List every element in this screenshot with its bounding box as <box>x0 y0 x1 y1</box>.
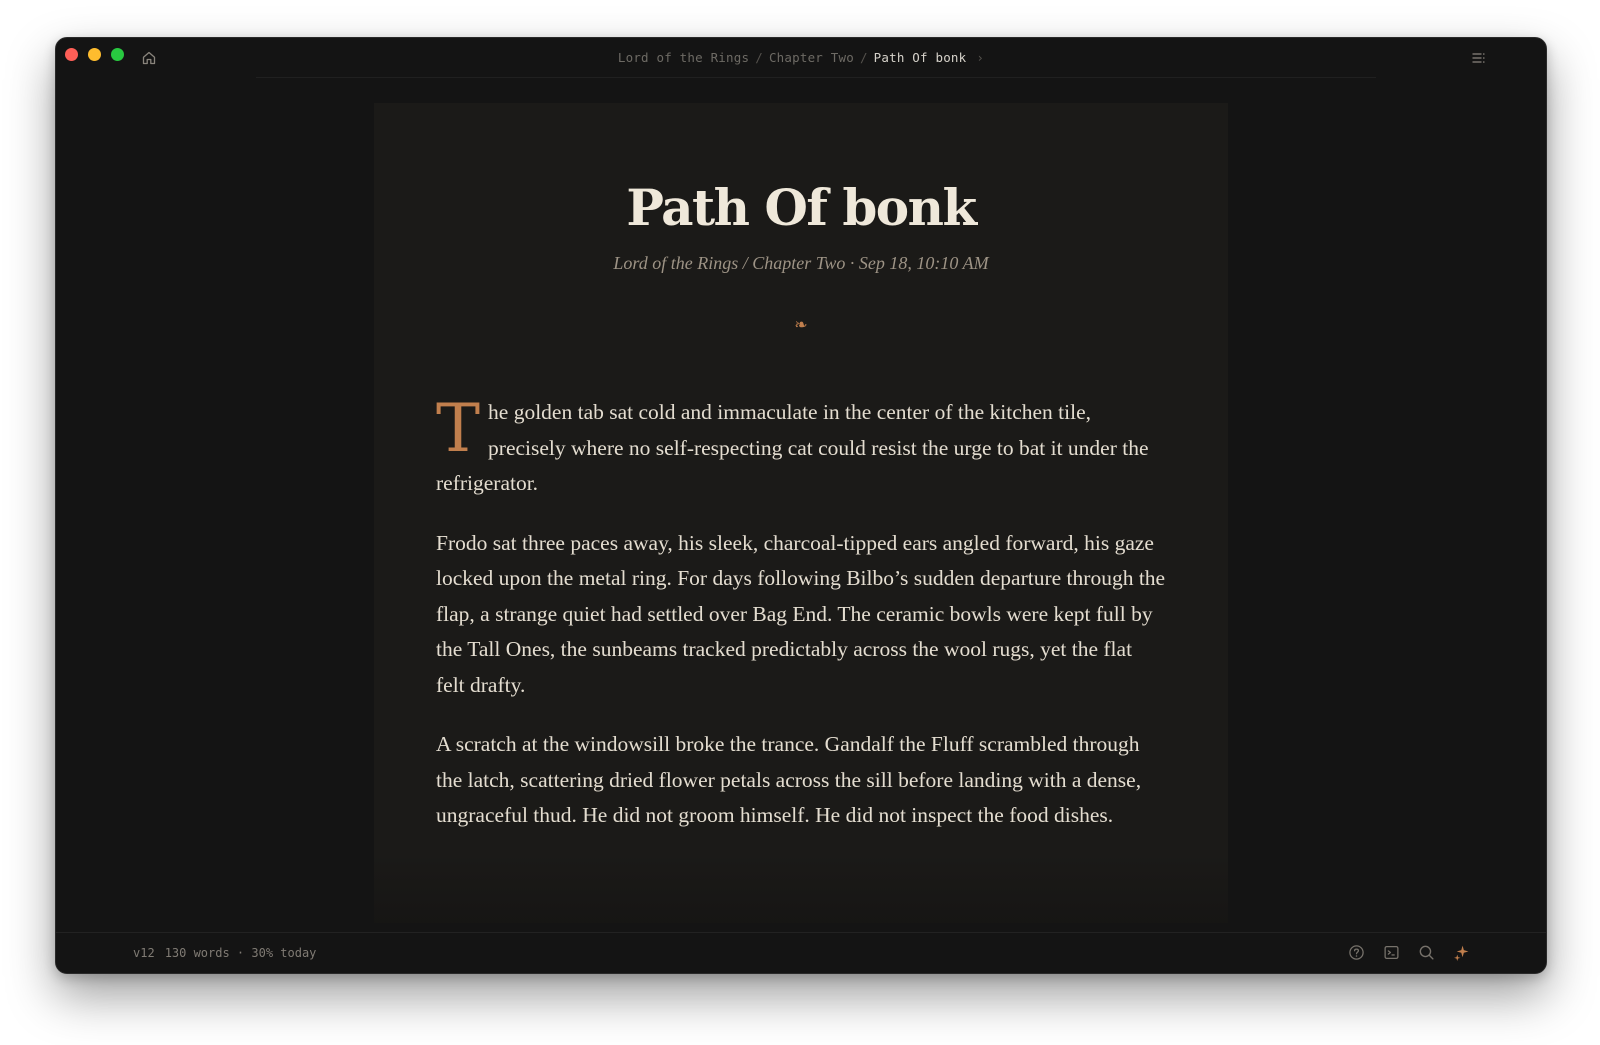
sparkle-icon[interactable] <box>1453 944 1470 961</box>
title-divider <box>256 77 1376 78</box>
breadcrumb-separator: / <box>755 50 763 65</box>
version-label[interactable]: v12 <box>133 946 155 960</box>
terminal-icon[interactable] <box>1383 944 1400 961</box>
paragraph[interactable]: A scratch at the windowsill broke the trance. Gandalf the Fluff scrambled through the latch, scattering dried flower petals across the sill before landing with a dense, ungraceful thud. He did not groom himself. He did not inspect the food dishes. <box>436 732 1142 827</box>
document-page[interactable] <box>374 103 1228 923</box>
status-actions <box>1348 944 1470 961</box>
breadcrumb-item-book[interactable]: Lord of the Rings <box>617 50 750 65</box>
breadcrumb <box>56 50 1546 65</box>
document-meta: Lord of the Rings / Chapter Two · Sep 18, 10:10 AM <box>613 253 989 273</box>
breadcrumb-item-chapter[interactable]: Chapter Two <box>768 50 854 65</box>
search-icon[interactable] <box>1418 944 1435 961</box>
paragraph[interactable]: Frodo sat three paces away, his sleek, charcoal-tipped ears angled forward, his gaze locked upon the metal ring. For days following Bilbo’s sudden departure through the flap, a strange quiet had settled over Bag End. The ceramic bowls were kept full by the Tall Ones, the sunbeams tracked predictably across the wool rugs, yet the flat felt drafty. <box>436 530 1166 697</box>
help-circle-icon[interactable] <box>1348 944 1365 961</box>
document-title[interactable]: Path Of bonk <box>626 178 976 237</box>
paragraph[interactable] <box>436 390 1166 502</box>
drop-cap: T <box>436 390 481 467</box>
page-fade-overlay <box>374 853 1228 923</box>
list-icon[interactable] <box>1470 50 1486 66</box>
app-window <box>55 37 1547 974</box>
fleuron-ornament-icon: ❧ <box>794 315 808 334</box>
chevron-right-icon[interactable]: › <box>976 50 985 65</box>
word-count-stats: 130 words · 30% today <box>164 946 317 960</box>
status-info <box>133 946 316 960</box>
paragraph-text: he golden tab sat cold and immaculate in the center of the kitchen tile, precisely where no self-respecting cat could resist the urge to bat it under the refrigerator. <box>436 400 1149 495</box>
breadcrumb-current[interactable]: Path Of bonk <box>873 50 967 65</box>
breadcrumb-separator: / <box>859 50 868 65</box>
status-bar <box>56 932 1546 973</box>
title-bar <box>56 38 1546 78</box>
document-body[interactable] <box>436 390 1166 858</box>
